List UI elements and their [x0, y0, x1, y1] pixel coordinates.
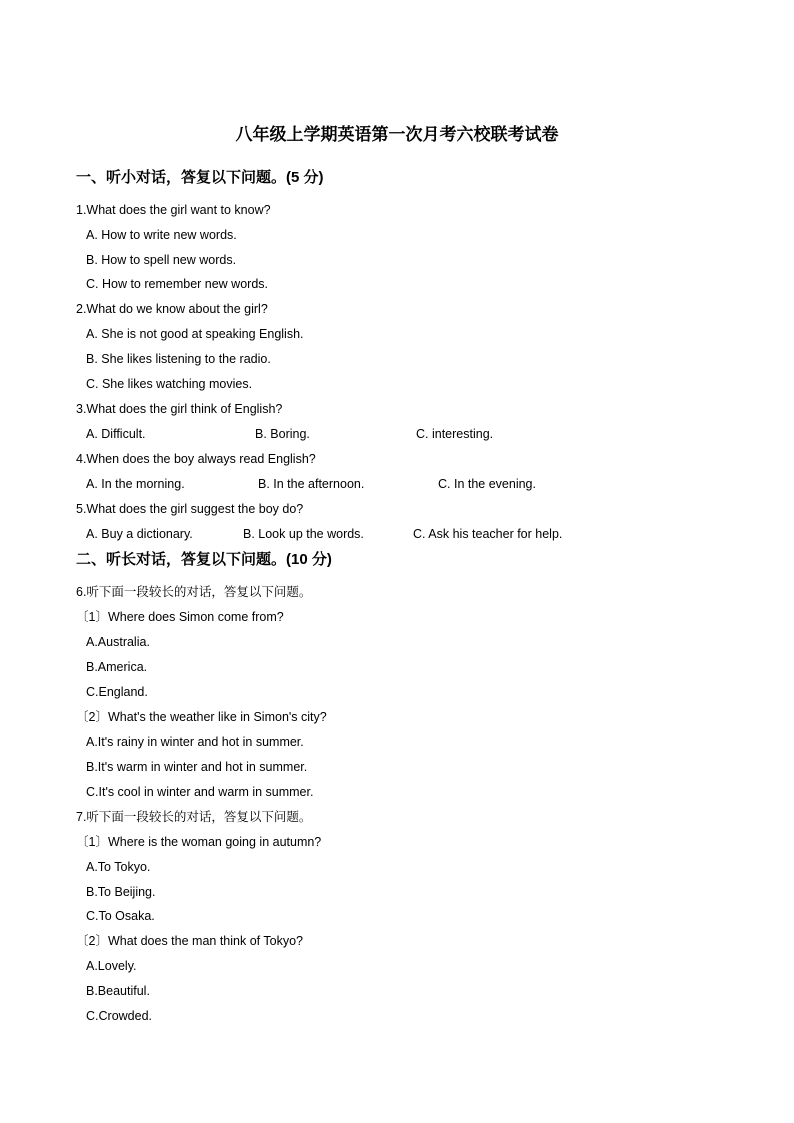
question-3-option-c: C. interesting. [416, 427, 494, 441]
question-7-sub-2: 〔2〕What does the man think of Tokyo? [76, 934, 303, 948]
question-6-sub-2-option-b: B.It's warm in winter and hot in summer. [86, 760, 308, 774]
question-7-sub-2-option-a: A.Lovely. [86, 959, 137, 973]
question-2-option-c: C. She likes watching movies. [86, 377, 253, 391]
question-5: 5.What does the girl suggest the boy do? [76, 502, 304, 516]
question-5-option-c: C. Ask his teacher for help. [413, 527, 563, 541]
question-7-sub-1: 〔1〕Where is the woman going in autumn? [76, 835, 322, 849]
question-4-option-c: C. In the evening. [438, 477, 536, 491]
question-6-sub-2: 〔2〕What's the weather like in Simon's city? [76, 710, 327, 724]
question-5-option-b: B. Look up the words. [243, 527, 364, 541]
question-7-sub-1-option-b: B.To Beijing. [86, 885, 156, 899]
question-6-sub-1-option-a: A.Australia. [86, 635, 150, 649]
question-1-option-a: A. How to write new words. [86, 228, 237, 242]
question-3-option-a: A. Difficult. [86, 427, 146, 441]
question-4-option-b: B. In the afternoon. [258, 477, 365, 491]
question-7: 7.听下面一段较长的对话，答复以下问题。 [76, 810, 312, 824]
section-2-heading: 二、听长对话，答复以下问题。(10 分) [76, 551, 332, 568]
section-1-heading: 一、听小对话，答复以下问题。(5 分) [76, 169, 324, 186]
question-3-option-b: B. Boring. [255, 427, 310, 441]
question-7-sub-1-option-c: C.To Osaka. [86, 909, 155, 923]
question-4: 4.When does the boy always read English? [76, 452, 316, 466]
question-6-sub-2-option-c: C.It's cool in winter and warm in summer. [86, 785, 314, 799]
question-6-sub-1: 〔1〕Where does Simon come from? [76, 610, 284, 624]
question-7-sub-2-option-b: B.Beautiful. [86, 984, 150, 998]
question-1-option-c: C. How to remember new words. [86, 277, 269, 291]
question-6: 6.听下面一段较长的对话，答复以下问题。 [76, 585, 312, 599]
question-7-sub-1-option-a: A.To Tokyo. [86, 860, 151, 874]
question-6-sub-2-option-a: A.It's rainy in winter and hot in summer. [86, 735, 304, 749]
question-6-sub-1-option-b: B.America. [86, 660, 148, 674]
question-1: 1.What does the girl want to know? [76, 203, 271, 217]
question-2-option-a: A. She is not good at speaking English. [86, 327, 304, 341]
question-2: 2.What do we know about the girl? [76, 302, 268, 316]
question-7-sub-2-option-c: C.Crowded. [86, 1009, 152, 1023]
question-1-option-b: B. How to spell new words. [86, 253, 237, 267]
question-2-option-b: B. She likes listening to the radio. [86, 352, 271, 366]
question-4-option-a: A. In the morning. [86, 477, 185, 491]
question-3: 3.What does the girl think of English? [76, 402, 283, 416]
exam-title: 八年级上学期英语第一次月考六校联考试卷 [235, 125, 559, 145]
question-6-sub-1-option-c: C.England. [86, 685, 148, 699]
question-5-option-a: A. Buy a dictionary. [86, 527, 193, 541]
